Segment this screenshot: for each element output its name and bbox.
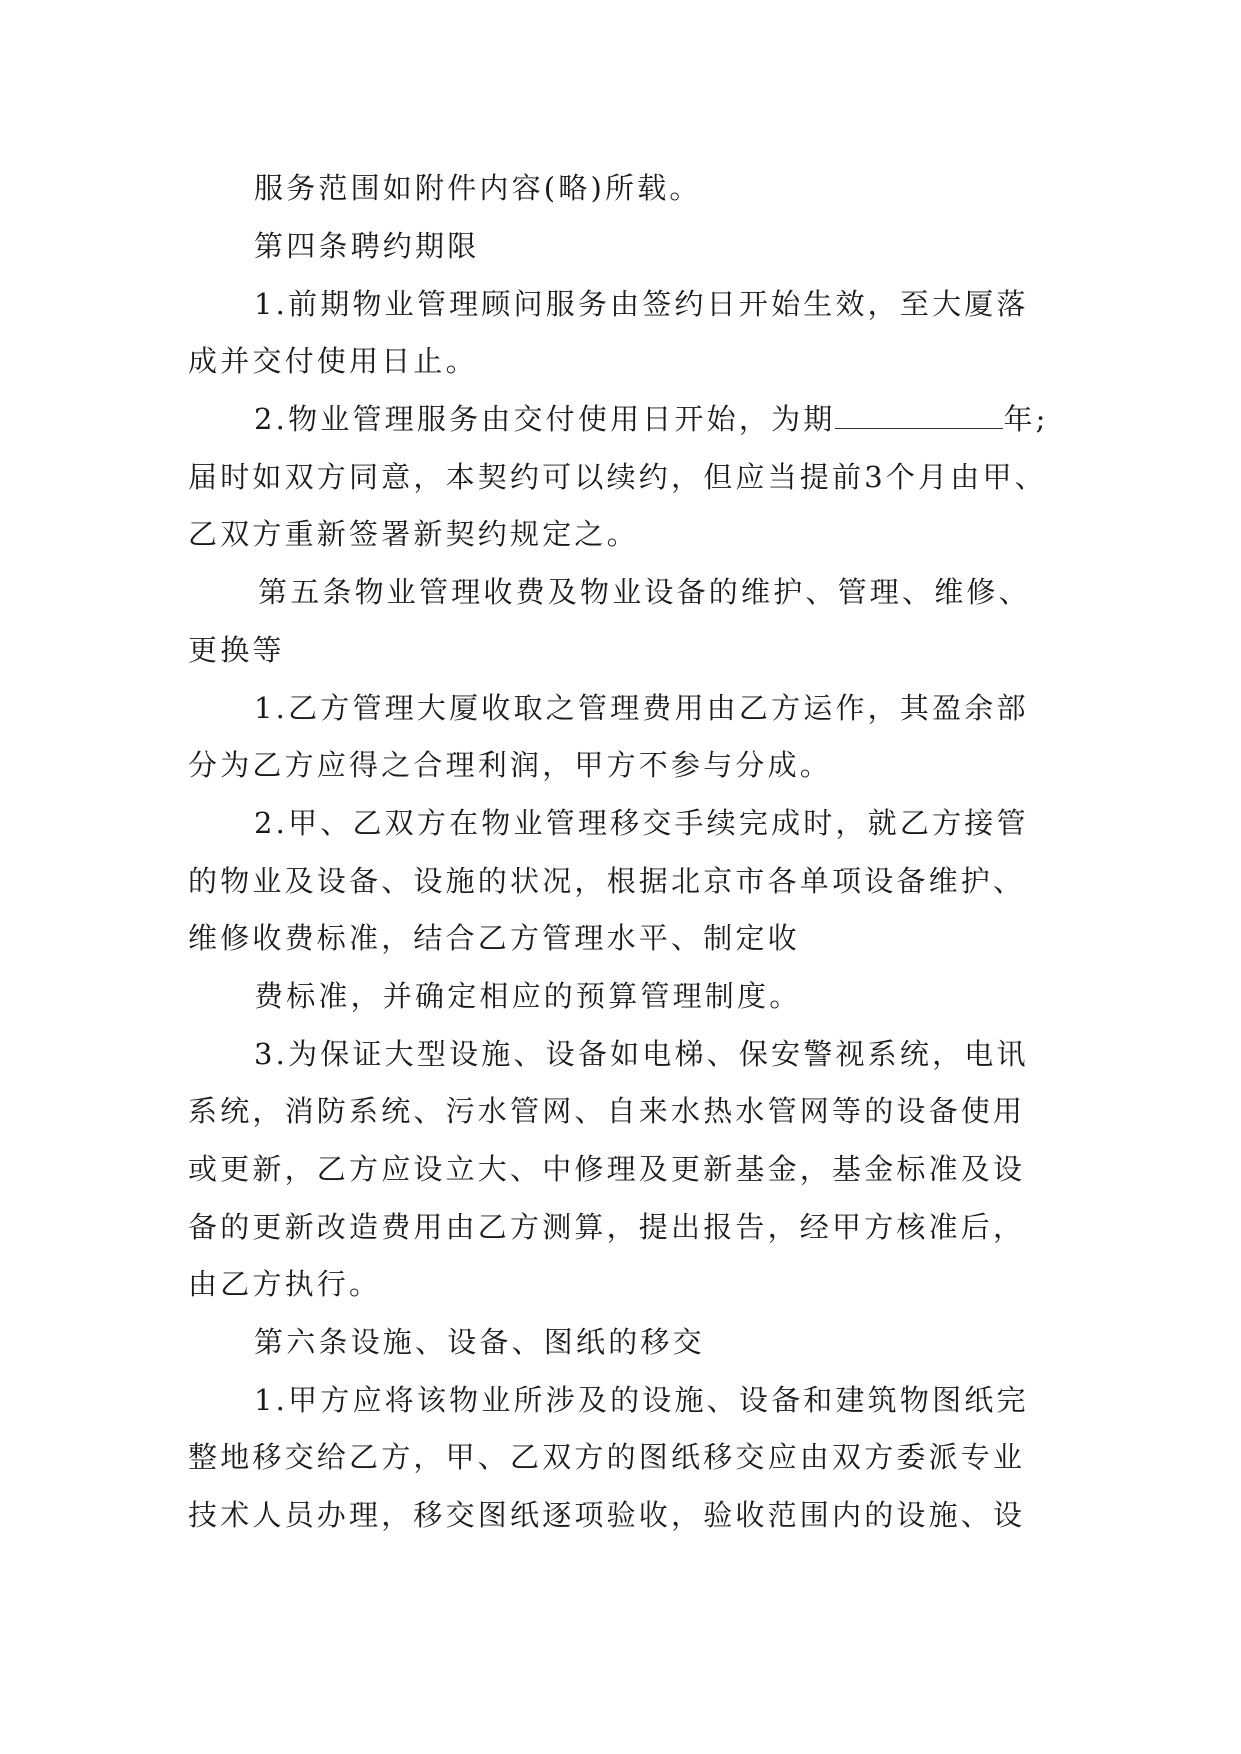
text-line: 维修收费标准，结合乙方管理水平、制定收 (188, 921, 800, 955)
article-heading: 第五条物业管理收费及物业设备的维护、管理、维修、 (258, 575, 1031, 609)
blank-field (835, 402, 1003, 429)
article-heading: 第六条设施、设备、图纸的移交 (254, 1325, 705, 1359)
text-line: 届时如双方同意，本契约可以续约，但应当提前3个月由甲、 (188, 460, 1047, 494)
text-line: 由乙方执行。 (188, 1267, 382, 1301)
text-segment: 年; (1003, 402, 1049, 436)
text-line: 更换等 (188, 633, 285, 667)
text-line: 备的更新改造费用由乙方测算，提出报告，经甲方核准后， (188, 1210, 1026, 1244)
text-line: 或更新，乙方应设立大、中修理及更新基金，基金标准及设 (188, 1152, 1026, 1186)
text-line: 分为乙方应得之合理利润，甲方不参与分成。 (188, 748, 833, 782)
text-line: 服务范围如附件内容(略)所载。 (254, 171, 702, 205)
text-line: 1.乙方管理大厦收取之管理费用由乙方运作，其盈余部 (254, 691, 1029, 725)
article-heading: 第四条聘约期限 (254, 229, 480, 263)
text-line: 2.甲、乙双方在物业管理移交手续完成时，就乙方接管 (254, 806, 1029, 840)
text-line: 的物业及设备、设施的状况，根据北京市各单项设备维护、 (188, 864, 1026, 898)
text-line: 技术人员办理，移交图纸逐项验收，验收范围内的设施、设 (188, 1498, 1026, 1532)
text-line (254, 399, 1049, 439)
text-line: 系统，消防系统、污水管网、自来水热水管网等的设备使用 (188, 1094, 1026, 1128)
text-line: 1.前期物业管理顾问服务由签约日开始生效，至大厦落 (254, 287, 1029, 321)
text-segment: 2.物业管理服务由交付使用日开始，为期 (254, 402, 836, 436)
text-line: 整地移交给乙方，甲、乙双方的图纸移交应由双方委派专业 (188, 1440, 1026, 1474)
text-line: 1.甲方应将该物业所涉及的设施、设备和建筑物图纸完 (254, 1383, 1029, 1417)
text-line: 3.为保证大型设施、设备如电梯、保安警视系统，电讯 (254, 1037, 1029, 1071)
text-line: 乙双方重新签署新契约规定之。 (188, 517, 639, 551)
text-line: 成并交付使用日止。 (188, 344, 478, 378)
text-line: 费标准，并确定相应的预算管理制度。 (254, 979, 802, 1013)
